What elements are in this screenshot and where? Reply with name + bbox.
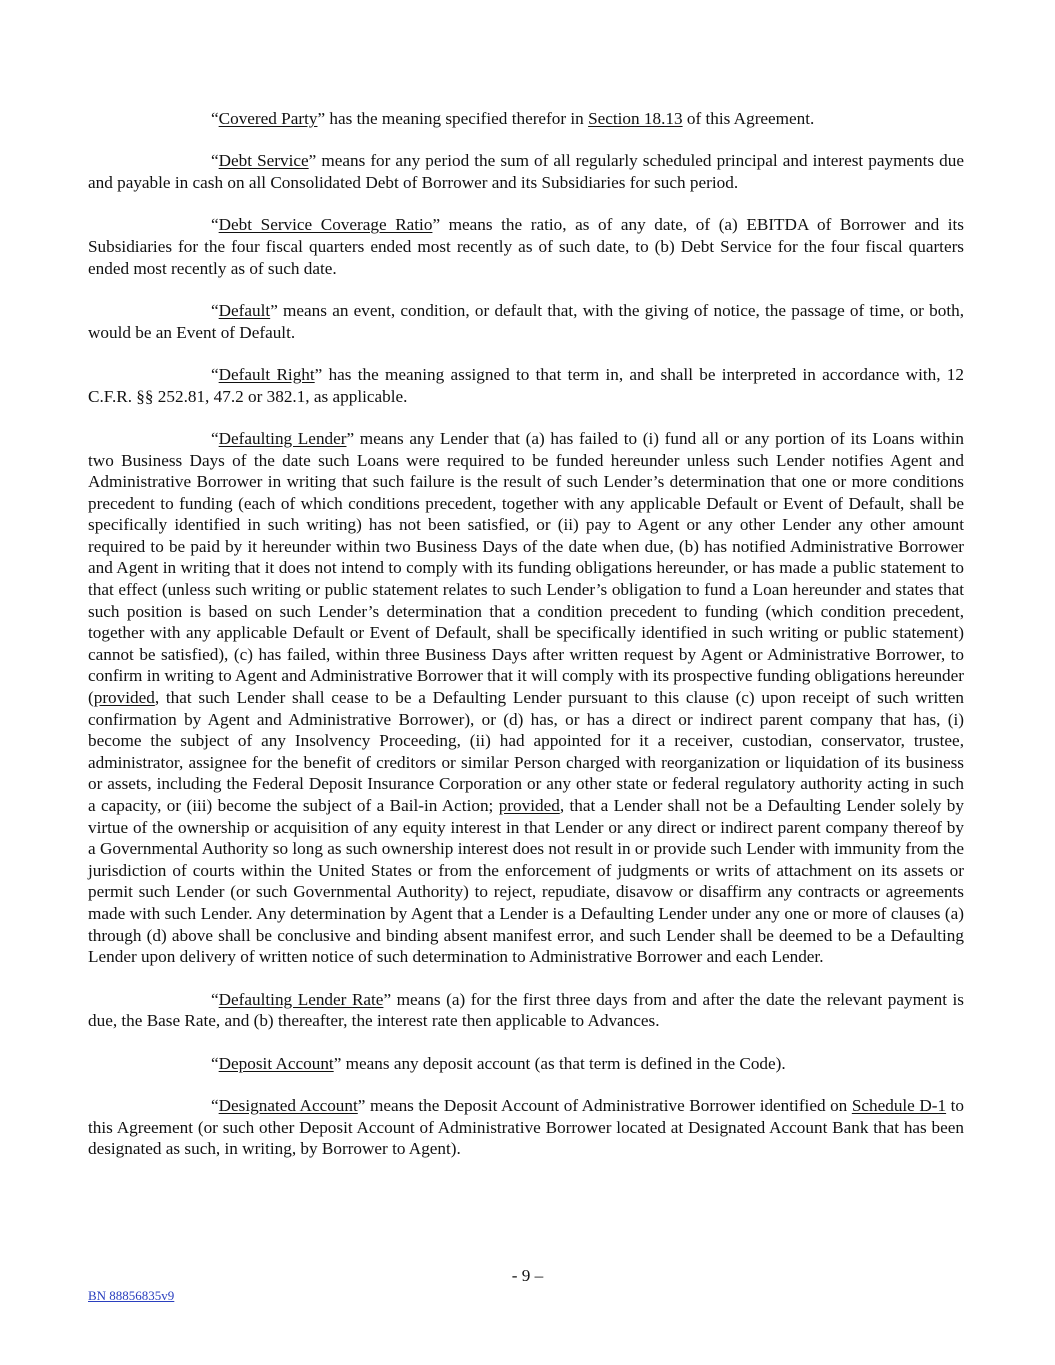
underlined-term: Defaulting Lender Rate	[218, 989, 384, 1009]
definition-text: ” means the ratio, as of any date, of (a) EBITDA of Borrower and its Subsidiaries for the four fiscal quarters ended most recently as of such date, to (b) Debt Service for the four fiscal quarters ended most recently as of such date.	[88, 215, 964, 278]
definition-text: “	[211, 1053, 219, 1073]
definition-text: of this Agreement.	[682, 109, 815, 128]
underlined-term: Debt Service Coverage Ratio	[218, 215, 433, 235]
definition-text: , that a Lender shall not be a Defaulting Lender solely by virtue of the ownership or acquisition of any equity interest in that Lender or any direct or indirect parent company thereof by a Governmental Authority so long as such ownership interest does not result in or provide such Lender with immunity from the jurisdiction of courts within the United States or from the enforcement of judgments or writs of attachment on its assets or permit such Lender (or such Governmental Authority) to reject, repudiate, disavow or disaffirm any contracts or agreements made with such Lender. Any determination by Agent that a Lender is a Defaulting Lender under any one or more of clauses (a) through (d) above shall be conclusive and binding absent manifest error, and such Lender shall be deemed to be a Defaulting Lender upon delivery of written notice of such determination to Administrative Borrower and each Lender.	[88, 796, 964, 967]
definition-text: “	[211, 109, 219, 128]
underlined-term: Designated Account	[218, 1095, 358, 1115]
underlined-term: Deposit Account	[218, 1053, 334, 1073]
underlined-term: Defaulting Lender	[218, 428, 347, 448]
definition-text: ” has the meaning assigned to that term in, and shall be interpreted in accordance with, 12 C.F.R. §§ 252.81, 47.2 or 382.1, as applicable.	[88, 364, 964, 406]
definition-paragraph	[88, 428, 964, 968]
definition-paragraph	[88, 364, 964, 407]
definition-paragraph	[88, 300, 964, 343]
definition-paragraph	[88, 150, 964, 193]
definition-paragraph	[88, 1095, 964, 1160]
definition-paragraph	[88, 214, 964, 279]
definition-text: ” means any deposit account (as that term is defined in the Code).	[333, 1053, 786, 1073]
document-id-link[interactable]: BN 88856835v9	[88, 1288, 175, 1303]
definition-text: ” means any Lender that (a) has failed to (i) fund all or any portion of its Loans within two Business Days of the date such Loans were required to be funded hereunder unless such Lender notifies Agent and Administrative Borrower in writing that such failure is the result of such Lender’s determination that one or more conditions precedent to funding (each of which conditions precedent, together with any applicable Default or Event of Default, shall be specifically identified in such writing) has not been satisfied, or (ii) pay to Agent or any other Lender any other amount required to be paid by it hereunder within two Business Days of the date when due, (b) has notified Administrative Borrower and Agent in writing that it does not intend to comply with its funding obligations hereunder, or has made a public statement to that effect (unless such writing or public statement relates to such Lender’s obligation to fund a Loan hereunder and states that such position is based on such Lender’s determination that a condition precedent to funding (which condition precedent, together with any applicable Default or Event of Default, shall be specifically identified in such writing or public statement) cannot be satisfied), (c) has failed, within three Business Days after written request by Agent or Administrative Borrower, to confirm in writing to Agent and Administrative Borrower that it will comply with its prospective funding obligations hereunder (	[88, 428, 964, 708]
definition-text: “	[211, 300, 219, 320]
underlined-term: provided	[498, 796, 560, 816]
definition-text: ” means for any period the sum of all regularly scheduled principal and interest payments due and payable in cash on all Consolidated Debt of Borrower and its Subsidiaries for such period.	[88, 151, 964, 192]
underlined-term: Covered Party	[218, 109, 318, 128]
definition-paragraph	[88, 1053, 964, 1075]
underlined-term: provided	[93, 688, 155, 708]
definition-text: “	[211, 989, 219, 1009]
underlined-term: Section 18.13	[588, 109, 683, 128]
definition-text: ” means an event, condition, or default that, with the giving of notice, the passage of time, or both, would be an Event of Default.	[88, 300, 964, 342]
definition-paragraph	[88, 108, 964, 130]
underlined-term: Schedule D-1	[851, 1095, 947, 1115]
underlined-term: Default	[218, 300, 271, 320]
underlined-term: Default Right	[218, 364, 315, 384]
definition-text: “	[211, 428, 219, 448]
definition-text: ” means (a) for the first three days from and after the date the relevant payment is due, the Base Rate, and (b) thereafter, the interest rate then applicable to Advances.	[88, 989, 964, 1031]
definition-text: “	[211, 151, 219, 171]
definition-text: ” means the Deposit Account of Administrative Borrower identified on	[357, 1095, 852, 1115]
document-body	[88, 108, 964, 1181]
definition-text: “	[211, 1095, 219, 1115]
definition-text: to this Agreement (or such other Deposit Account of Administrative Borrower located at Designated Account Bank that has been designated as such, in writing, by Borrower to Agent).	[88, 1095, 964, 1159]
definition-text: “	[211, 364, 219, 384]
definition-text: , that such Lender shall cease to be a Defaulting Lender pursuant to this clause (c) upon receipt of such written confirmation by Agent and Administrative Borrower), or (d) has, or has a direct or indirect parent company that has, (i) become the subject of any Insolvency Proceeding, (ii) had appointed for it a receiver, custodian, conservator, trustee, administrator, assignee for the benefit of creditors or similar Person charged with reorganization or liquidation of its business or assets, including the Federal Deposit Insurance Corporation or any other state or federal regulatory authority acting in such a capacity, or (iii) become the subject of a Bail-in Action;	[88, 688, 964, 816]
definition-text: “	[211, 215, 219, 235]
page-number: - 9 –	[511, 1266, 544, 1285]
definition-text: ” has the meaning specified therefor in	[317, 109, 589, 128]
definition-paragraph	[88, 989, 964, 1032]
underlined-term: Debt Service	[218, 151, 309, 171]
